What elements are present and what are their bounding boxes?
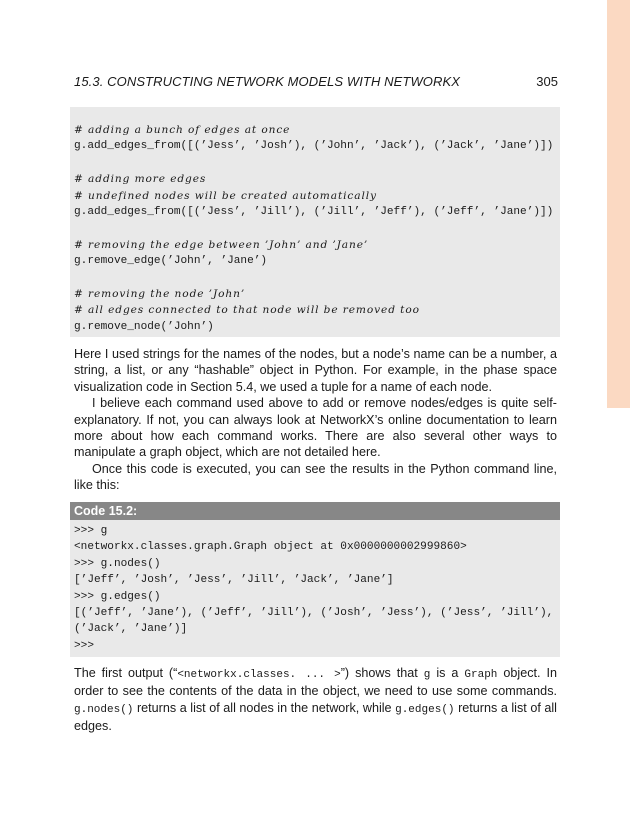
inline-code: g.nodes() <box>74 703 134 716</box>
page-number: 305 <box>536 74 558 89</box>
code-block-1 <box>70 107 560 337</box>
code-line: # removing the edge between ’John’ and ’Jane’ <box>74 238 369 251</box>
code-line: >>> g <box>74 525 108 537</box>
code-line: # removing the node ’John’ <box>74 287 246 300</box>
inline-code: g <box>423 669 431 681</box>
text-run: ”) shows that <box>340 666 424 680</box>
running-header <box>74 74 558 90</box>
text-run: returns a list of all edges. <box>74 700 557 734</box>
paragraph: I believe each command used above to add or remove nodes/edges is quite self-explanatory. If not, you can always look at NetworkX’s online documentation to learn more about how each command works. There are also several other ways to manipulate a graph object, which are not detailed here. <box>74 396 557 460</box>
paragraph <box>74 665 557 735</box>
code-line: # adding more edges <box>74 173 207 186</box>
code-line: g.add_edges_from([(’Jess’, ’Josh’), (’John’, ’Jack’), (’Jack’, ’Jane’)]) <box>74 140 554 153</box>
text-run: returns a list of all nodes in the network, while <box>133 700 396 715</box>
code-block-2 <box>70 520 560 657</box>
inline-code: Graph <box>464 669 498 681</box>
code-line <box>70 220 560 236</box>
code-line: # undefined nodes will be created automatically <box>74 189 377 202</box>
code-line <box>70 155 560 171</box>
code-line: >>> g.edges() <box>74 590 161 603</box>
body-text-section-b <box>74 665 557 735</box>
inline-code: <networkx.classes. ... > <box>177 669 341 681</box>
code-block-2-title: Code 15.2: <box>70 502 560 520</box>
code-line: g.remove_edge(’John’, ’Jane’) <box>74 255 268 268</box>
chapter-side-tab <box>607 0 630 408</box>
running-title: 15.3. CONSTRUCTING NETWORK MODELS WITH NETWORKX <box>74 74 461 89</box>
text-run: The first output (“ <box>74 666 178 680</box>
inline-code: g.edges() <box>395 703 455 716</box>
code-line: # adding a bunch of edges at once <box>74 124 291 136</box>
text-run: is a <box>430 666 465 680</box>
code-line: (’Jack’, ’Jane’)] <box>74 623 188 636</box>
code-line: >>> g.nodes() <box>74 557 161 570</box>
code-line: [’Jeff’, ’Josh’, ’Jess’, ’Jill’, ’Jack’, ’Jane’] <box>74 574 394 587</box>
code-line: [(’Jeff’, ’Jane’), (’Jeff’, ’Jill’), (’Josh’, ’Jess’), (’Jess’, ’Jill’), <box>74 606 554 619</box>
body-text-section-a <box>74 346 557 494</box>
code-line: # all edges connected to that node will be removed too <box>74 304 420 317</box>
code-line <box>70 270 560 286</box>
paragraph: Once this code is executed, you can see the results in the Python command line, like this: <box>74 461 557 493</box>
text-run: object. In order to see the contents of the data in the object, we need to use some commands. <box>74 666 557 699</box>
code-line: g.remove_node(’John’) <box>74 320 214 333</box>
code-line: <networkx.classes.graph.Graph object at 0x0000000002999860> <box>74 541 467 554</box>
paragraph: Here I used strings for the names of the nodes, but a node’s name can be a number, a string, a list, or any “hashable” object in Python. For example, in the phase space visualization code in Section 5.4, we used a tuple for a name of each node. <box>74 347 557 394</box>
code-line: g.add_edges_from([(’Jess’, ’Jill’), (’Jill’, ’Jeff’), (’Jeff’, ’Jane’)]) <box>74 205 554 218</box>
code-line: >>> <box>74 639 94 652</box>
